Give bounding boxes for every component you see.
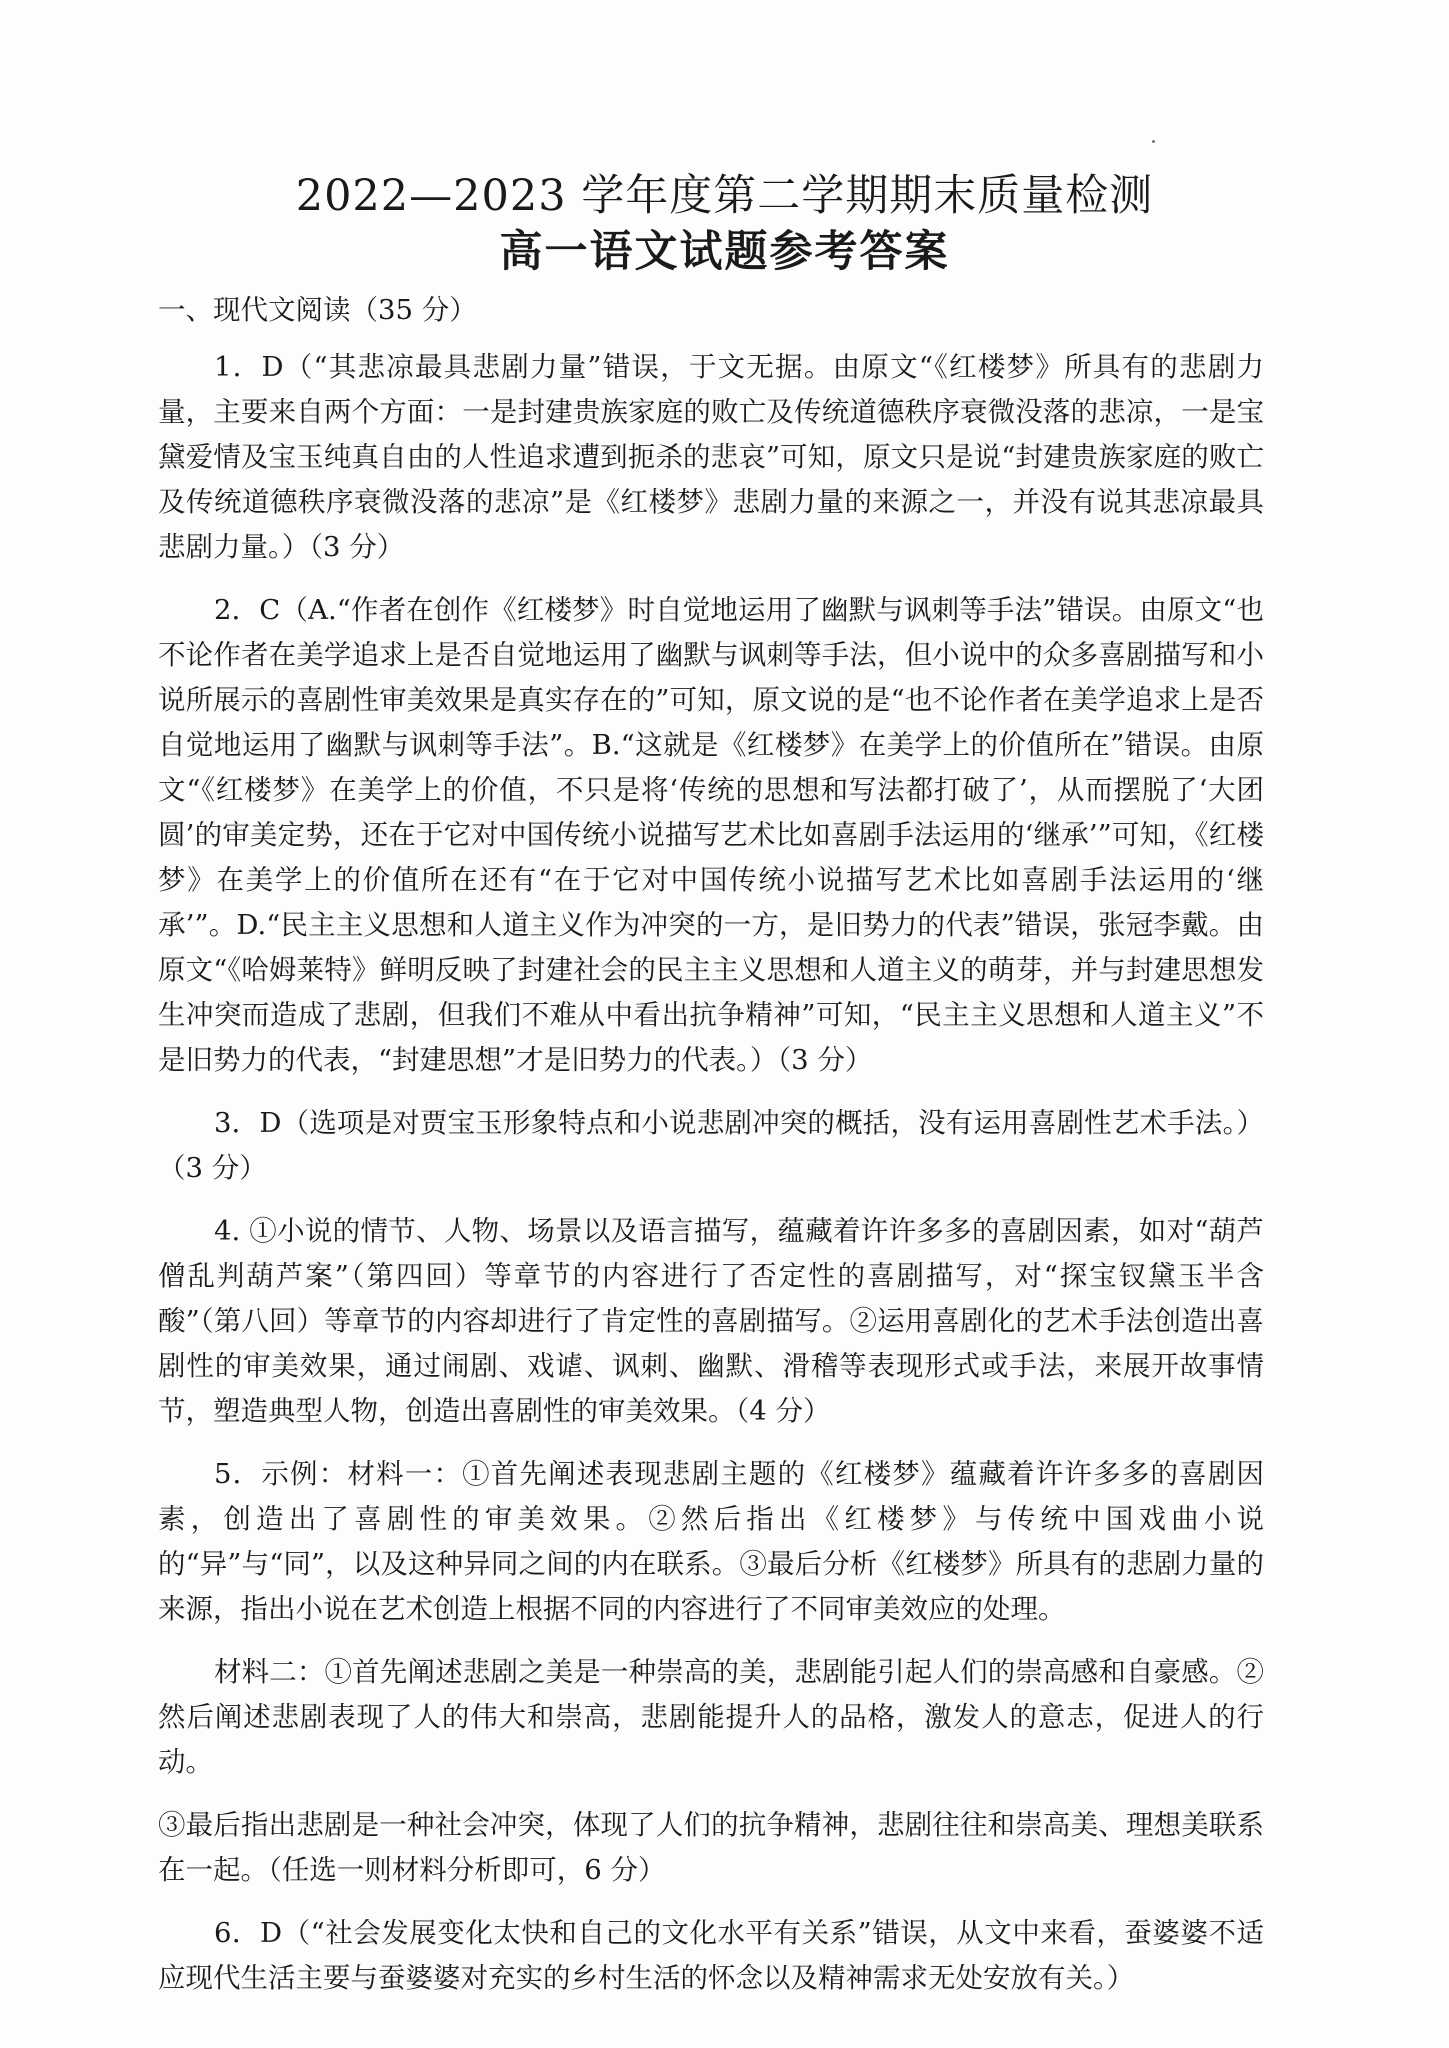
scan-speck	[1152, 140, 1155, 143]
answer-5-material-1: 5．示例：材料一：①首先阐述表现悲剧主题的《红楼梦》蕴藏着许许多多的喜剧因素，创造出了喜剧性的审美效果。②然后指出《红楼梦》与传统中国戏曲小说的“异”与“同”，以及这种异同之间的内在联系。③最后分析《红楼梦》所具有的悲剧力量的来源，指出小说在艺术创造上根据不同的内容进行了不同审美效应的处理。	[158, 1458, 1264, 1625]
page-subtitle: 高一语文试题参考答案	[499, 227, 950, 277]
answer-1: 1．D（“其悲凉最具悲剧力量”错误，于文无据。由原文“《红楼梦》所具有的悲剧力量，主要来自两个方面：一是封建贵族家庭的败亡及传统道德秩序衰微没落的悲凉，一是宝黛爱情及宝玉纯真自由的人性追求遭到扼杀的悲哀”可知，原文只是说“封建贵族家庭的败亡及传统道德秩序衰微没落的悲凉”是《红楼梦》悲剧力量的来源之一，并没有说其悲凉最具悲剧力量。）（3 分）	[158, 351, 1264, 563]
answer-content	[158, 288, 1264, 2019]
answer-5-material-2: 材料二：①首先阐述悲剧之美是一种崇高的美，悲剧能引起人们的崇高感和自豪感。②然后阐述悲剧表现了人的伟大和崇高，悲剧能提升人的品格，激发人的意志，促进人的行动。	[158, 1656, 1264, 1778]
answer-5-material-2-continued: ③最后指出悲剧是一种社会冲突，体现了人们的抗争精神，悲剧往往和崇高美、理想美联系在一起。（任选一则材料分析即可，6 分）	[158, 1809, 1264, 1886]
page-title: 2022—2023 学年度第二学期期末质量检测	[295, 171, 1154, 221]
answer-3: 3．D（选项是对贾宝玉形象特点和小说悲剧冲突的概括，没有运用喜剧性艺术手法。）（3 分）	[158, 1107, 1264, 1184]
answer-2: 2．C（A.“作者在创作《红楼梦》时自觉地运用了幽默与讽刺等手法”错误。由原文“也不论作者在美学追求上是否自觉地运用了幽默与讽刺等手法，但小说中的众多喜剧描写和小说所展示的喜剧性审美效果是真实存在的”可知，原文说的是“也不论作者在美学追求上是否自觉地运用了幽默与讽刺等手法”。B.“这就是《红楼梦》在美学上的价值所在”错误。由原文“《红楼梦》在美学上的价值，不只是将‘传统的思想和写法都打破了’，从而摆脱了‘大团圆’的审美定势，还在于它对中国传统小说描写艺术比如喜剧手法运用的‘继承’”可知，《红楼梦》在美学上的价值所在还有“在于它对中国传统小说描写艺术比如喜剧手法运用的‘继承’”。D.“民主主义思想和人道主义作为冲突的一方，是旧势力的代表”错误，张冠李戴。由原文“《哈姆莱特》鲜明反映了封建社会的民主主义思想和人道主义的萌芽，并与封建思想发生冲突而造成了悲剧，但我们不难从中看出抗争精神”可知，“民主主义思想和人道主义”不是旧势力的代表，“封建思想”才是旧势力的代表。）（3 分）	[158, 594, 1265, 1076]
answer-6: 6．D（“社会发展变化太快和自己的文化水平有关系”错误，从文中来看，蚕婆婆不适应现代生活主要与蚕婆婆对充实的乡村生活的怀念以及精神需求无处安放有关。）	[158, 1917, 1264, 1994]
section-heading: 一、现代文阅读（35 分）	[158, 294, 477, 326]
answer-4: 4. ①小说的情节、人物、场景以及语言描写，蕴藏着许许多多的喜剧因素，如对“葫芦僧乱判葫芦案”（第四回）等章节的内容进行了否定性的喜剧描写，对“探宝钗黛玉半含酸”（第八回）等章节的内容却进行了肯定性的喜剧描写。②运用喜剧化的艺术手法创造出喜剧性的审美效果，通过闹剧、戏谑、讽刺、幽默、滑稽等表现形式或手法，来展开故事情节，塑造典型人物，创造出喜剧性的审美效果。（4 分）	[158, 1215, 1264, 1427]
